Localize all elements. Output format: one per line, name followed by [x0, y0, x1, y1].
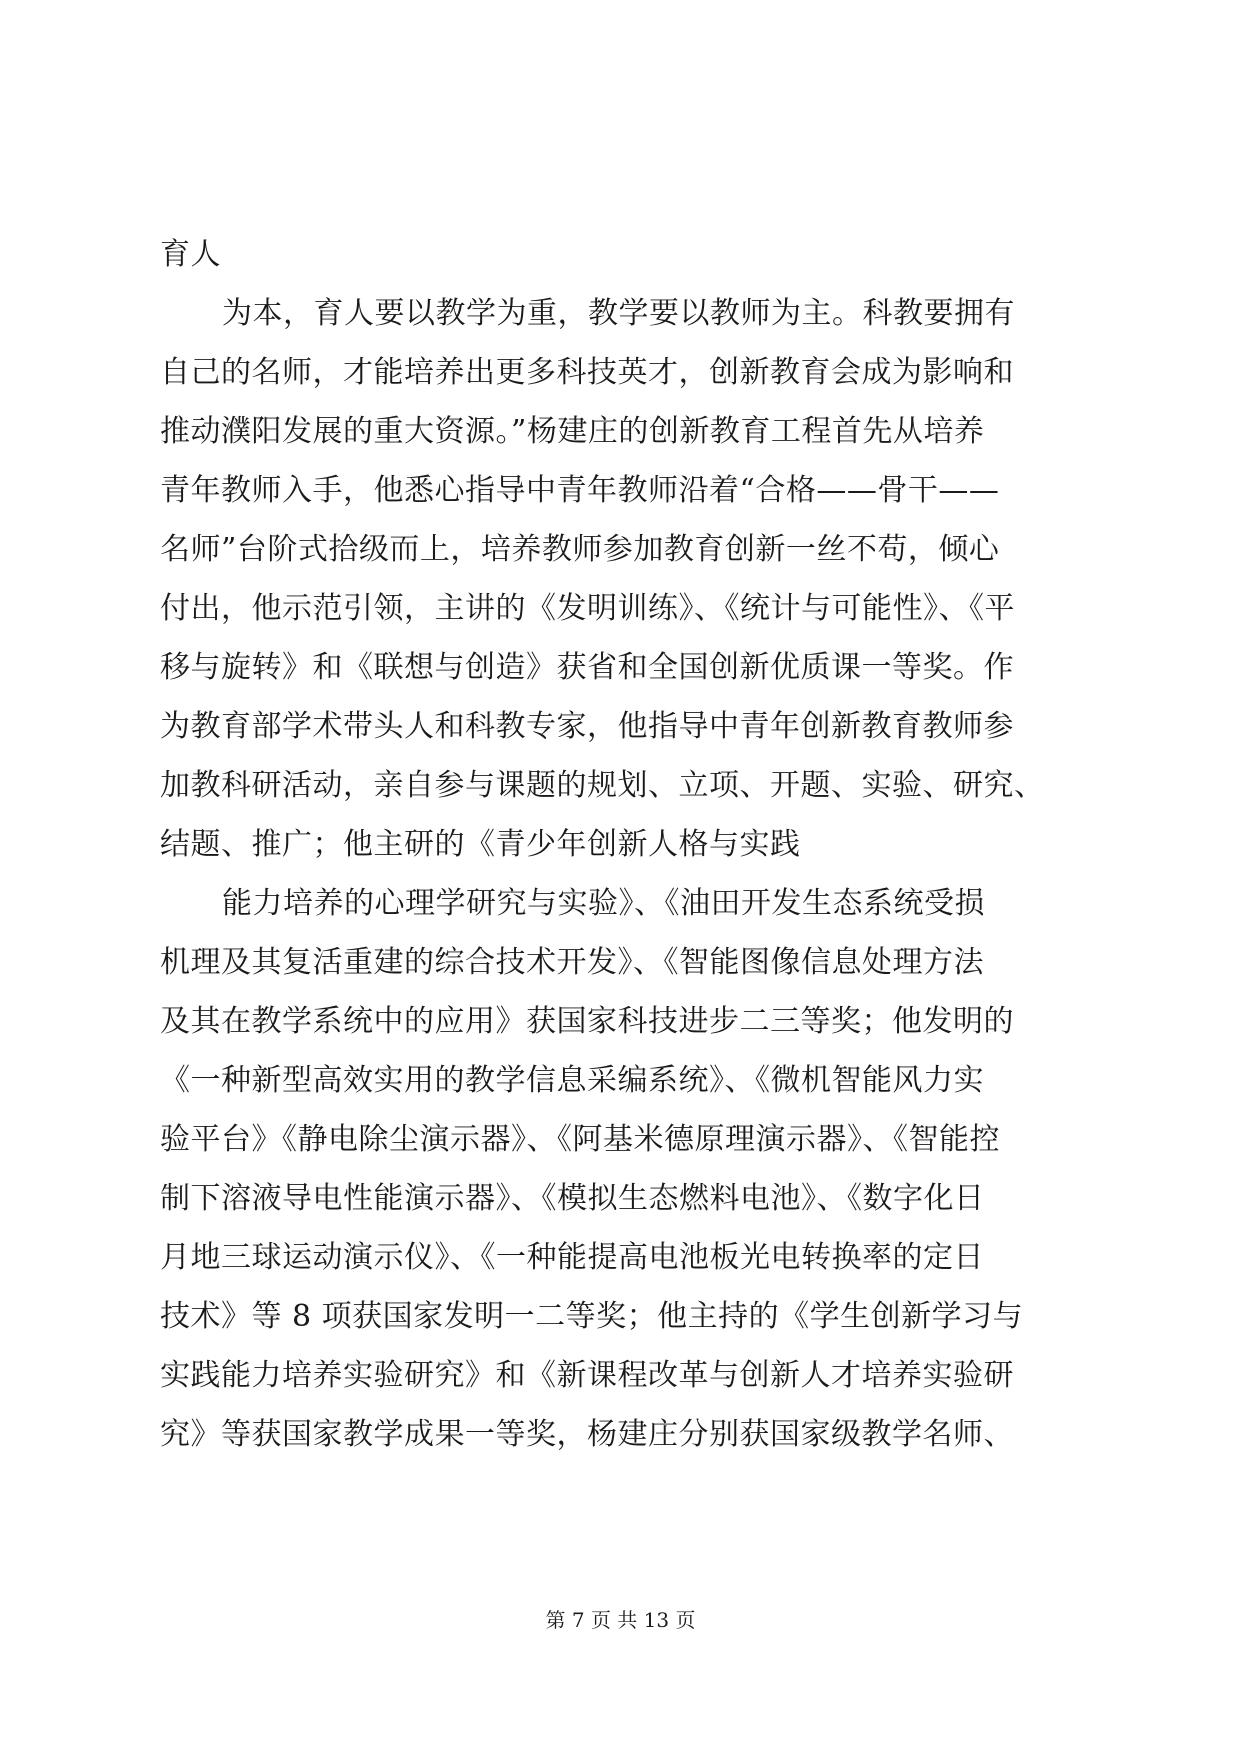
document-body	[160, 225, 1080, 1464]
paragraph-line: 加教科研活动，亲自参与课题的规划、立项、开题、实验、研究、	[160, 768, 1045, 803]
paragraph-line: 付出，他示范引领，主讲的《发明训练》、《统计与可能性》、《平	[160, 591, 1015, 626]
paragraph-line: 为本，育人要以教学为重，教学要以教师为主。科教要拥有	[222, 296, 1015, 331]
page-number-footer: 第 7 页 共 13 页	[545, 1608, 696, 1632]
paragraph-line: 为教育部学术带头人和科教专家，他指导中青年创新教育教师参	[160, 709, 1014, 744]
paragraph-line: 究》等获国家教学成果一等奖，杨建庄分别获国家级教学名师、	[160, 1417, 1014, 1452]
paragraph-line: 能力培养的心理学研究与实验》、《油田开发生态系统受损	[222, 886, 985, 921]
paragraph-line: 结题、推广；他主研的《青少年创新人格与实践	[160, 827, 801, 862]
paragraph-line: 育人	[160, 237, 221, 272]
paragraph-line: 推动濮阳发展的重大资源。”杨建庄的创新教育工程首先从培养	[160, 414, 985, 449]
paragraph-line: 青年教师入手，他悉心指导中青年教师沿着“合格——骨干——	[160, 473, 1000, 508]
paragraph-line: 自己的名师，才能培养出更多科技英才，创新教育会成为影响和	[160, 355, 1014, 390]
paragraph-line: 机理及其复活重建的综合技术开发》、《智能图像信息处理方法	[160, 945, 984, 980]
paragraph-line: 制下溶液导电性能演示器》、《模拟生态燃料电池》、《数字化日	[160, 1181, 985, 1216]
paragraph-line: 及其在教学系统中的应用》获国家科技进步二三等奖；他发明的	[160, 1004, 1014, 1039]
paragraph-line: 移与旋转》和《联想与创造》获省和全国创新优质课一等奖。作	[160, 650, 1014, 685]
paragraph-line: 验平台》《静电除尘演示器》、《阿基米德原理演示器》、《智能控	[160, 1122, 1000, 1157]
paragraph-line: 技术》等 8 项获国家发明一二等奖；他主持的《学生创新学习与	[160, 1299, 1024, 1334]
paragraph-line: 月地三球运动演示仪》、《一种能提高电池板光电转换率的定日	[160, 1240, 984, 1275]
paragraph-line: 名师”台阶式拾级而上，培养教师参加教育创新一丝不苟，倾心	[160, 532, 1000, 567]
paragraph-line: 《一种新型高效实用的教学信息采编系统》、《微机智能风力实	[160, 1063, 984, 1098]
paragraph-line: 实践能力培养实验研究》和《新课程改革与创新人才培养实验研	[160, 1358, 1014, 1393]
